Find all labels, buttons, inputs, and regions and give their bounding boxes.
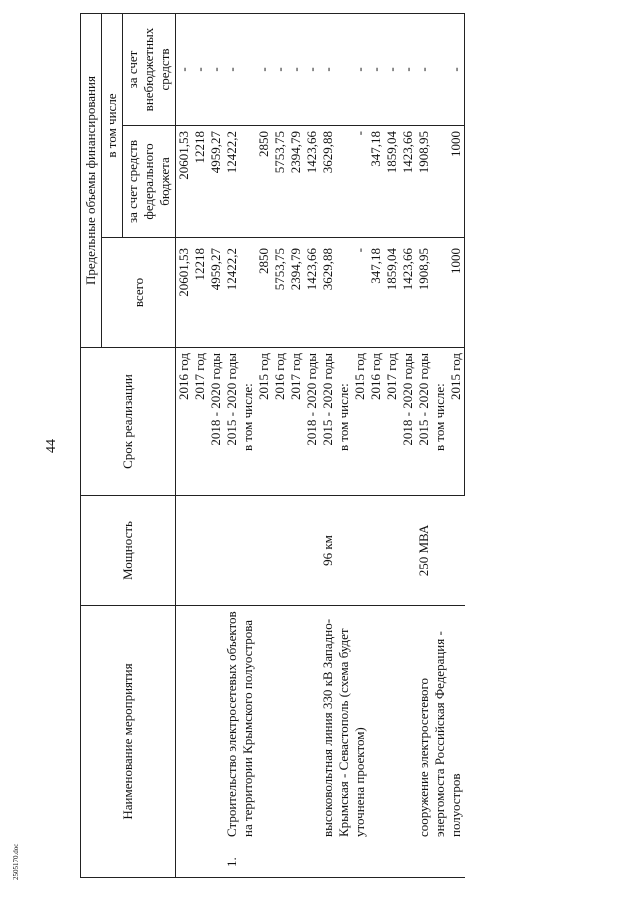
period-cell (208, 348, 224, 496)
period-cell-text: 2015 - 2020 годы (224, 353, 239, 446)
total-cell (336, 238, 352, 348)
nonbudget-cell-text: - (272, 67, 287, 72)
nonbudget-cell (416, 14, 432, 126)
total-cell-text: 20601,53 (176, 248, 191, 297)
file-code: 2505170.doc (12, 843, 20, 880)
period-cell-text: в том числе: (432, 383, 447, 451)
total-cell-text: 1423,66 (400, 248, 415, 291)
period-cell-text: 2017 год (192, 353, 207, 400)
nonbudget-cell (208, 14, 224, 126)
total-cell (448, 238, 465, 348)
total-cell (368, 238, 384, 348)
total-cell (304, 238, 320, 348)
period-cell (384, 348, 400, 496)
header-funding: Предельные объемы финансирования (81, 14, 102, 348)
period-cell-text: 2016 год (176, 353, 191, 400)
federal-cell (432, 126, 448, 238)
period-cell-text: 2017 год (288, 353, 303, 400)
item-power-cell (176, 496, 193, 606)
federal-cell-text: 3629,88 (320, 131, 335, 174)
federal-cell (176, 126, 193, 238)
federal-cell (336, 126, 352, 238)
total-cell-text: 3629,88 (320, 248, 335, 291)
total-cell (176, 238, 193, 348)
header-period: Срок реализации (81, 348, 176, 496)
period-cell (288, 348, 304, 496)
federal-cell-text: 2394,79 (288, 131, 303, 174)
period-cell-text: 2015 - 2020 годы (320, 353, 335, 446)
total-cell-text: 1859,04 (384, 248, 399, 291)
table-body (176, 14, 465, 878)
total-cell-text: 1423,66 (304, 248, 319, 291)
item-power-cell (416, 496, 465, 606)
nonbudget-cell-text: - (304, 67, 319, 72)
item-power-cell (208, 496, 224, 606)
total-cell-text: 12422,2 (224, 248, 239, 291)
federal-cell-text: 1423,66 (400, 131, 415, 174)
federal-cell (352, 126, 368, 238)
nonbudget-cell (272, 14, 288, 126)
period-cell (432, 348, 448, 496)
table-row (208, 14, 224, 878)
total-cell-text: 12218 (192, 248, 207, 281)
federal-cell-text: 5753,75 (272, 131, 287, 174)
federal-cell (304, 126, 320, 238)
table-header (81, 14, 176, 878)
nonbudget-cell (224, 14, 240, 126)
total-cell (432, 238, 448, 348)
period-cell-text: 2018 - 2020 годы (304, 353, 319, 446)
period-cell-text: 2018 - 2020 годы (208, 353, 223, 446)
period-cell-text: 2015 год (352, 353, 367, 400)
item-name-cell (192, 606, 208, 878)
federal-cell (368, 126, 384, 238)
total-cell (224, 238, 240, 348)
federal-cell (224, 126, 240, 238)
nonbudget-cell (176, 14, 193, 126)
federal-cell (384, 126, 400, 238)
total-cell (240, 238, 256, 348)
federal-cell (240, 126, 256, 238)
nonbudget-cell (352, 14, 368, 126)
federal-cell-text: 1859,04 (384, 131, 399, 174)
nonbudget-cell (336, 14, 352, 126)
federal-cell (400, 126, 416, 238)
total-cell (400, 238, 416, 348)
nonbudget-cell-text: - (224, 67, 239, 72)
item-power-cell (192, 496, 208, 606)
period-cell-text: 2017 год (384, 353, 399, 400)
table-row (416, 14, 432, 878)
item-name: Строительство электросетевых объектов на территории Крымского полуострова (224, 611, 255, 837)
period-cell (240, 348, 256, 496)
item-power: 250 МВА (416, 524, 431, 577)
period-cell (304, 348, 320, 496)
nonbudget-cell (432, 14, 448, 126)
period-cell (352, 348, 368, 496)
period-cell (416, 348, 432, 496)
period-cell (448, 348, 465, 496)
nonbudget-cell (304, 14, 320, 126)
federal-cell (272, 126, 288, 238)
total-cell-text: 5753,75 (272, 248, 287, 291)
nonbudget-cell-text: - (256, 67, 271, 72)
table-row (224, 14, 240, 878)
period-cell-text: 2018 - 2020 годы (400, 353, 415, 446)
nonbudget-cell-text: - (400, 67, 415, 72)
federal-cell-text: 1000 (448, 131, 463, 157)
nonbudget-cell (368, 14, 384, 126)
total-cell-text: 347,18 (368, 248, 383, 284)
nonbudget-cell (384, 14, 400, 126)
nonbudget-cell-text: - (384, 67, 399, 72)
nonbudget-cell-text: - (288, 67, 303, 72)
period-cell (256, 348, 272, 496)
nonbudget-cell (448, 14, 465, 126)
total-cell (272, 238, 288, 348)
table-row (320, 14, 336, 878)
nonbudget-cell-text: - (176, 67, 191, 72)
nonbudget-cell-text: - (448, 67, 463, 72)
table-row (176, 14, 193, 878)
header-name: Наименование мероприятия (81, 606, 176, 878)
federal-cell-text: 20601,53 (176, 131, 191, 180)
federal-cell-text: 12422,2 (224, 131, 239, 174)
period-cell-text: 2015 год (256, 353, 271, 400)
item-name-cell (176, 606, 193, 878)
federal-cell (256, 126, 272, 238)
total-cell-text: 2850 (256, 248, 271, 274)
federal-cell (320, 126, 336, 238)
total-cell-text: 2394,79 (288, 248, 303, 291)
federal-cell (416, 126, 432, 238)
federal-cell-text: 347,18 (368, 131, 383, 167)
period-cell-text: 2016 год (368, 353, 383, 400)
nonbudget-cell (240, 14, 256, 126)
item-power-cell (320, 496, 416, 606)
total-cell-text: 1908,95 (416, 248, 431, 291)
page-content (80, 14, 640, 878)
federal-cell (208, 126, 224, 238)
financing-table (80, 13, 465, 878)
item-name-cell (416, 606, 465, 878)
total-cell (352, 238, 368, 348)
period-cell (336, 348, 352, 496)
federal-cell (448, 126, 465, 238)
item-name-cell (224, 606, 320, 878)
federal-cell-text: 1908,95 (416, 131, 431, 174)
nonbudget-cell-text: - (368, 67, 383, 72)
nonbudget-cell-text: - (416, 67, 431, 72)
period-cell-text: в том числе: (240, 383, 255, 451)
item-name: сооружение электросетевого энергомоста Российская Федерация - полуостров (416, 631, 463, 837)
nonbudget-cell (288, 14, 304, 126)
federal-cell-text: 1423,66 (304, 131, 319, 174)
header-nonbudget: за счет внебюджетных средств (123, 14, 176, 126)
total-cell (192, 238, 208, 348)
nonbudget-cell-text: - (352, 67, 367, 72)
total-cell (320, 238, 336, 348)
period-cell (400, 348, 416, 496)
federal-cell (288, 126, 304, 238)
total-cell-text: 1000 (448, 248, 463, 274)
header-total: всего (102, 238, 176, 348)
item-name-cell (320, 606, 416, 878)
item-name-cell (208, 606, 224, 878)
period-cell-text: в том числе: (336, 383, 351, 451)
nonbudget-cell (320, 14, 336, 126)
federal-cell (192, 126, 208, 238)
nonbudget-cell-text: - (192, 67, 207, 72)
period-cell (192, 348, 208, 496)
item-power-cell (224, 496, 320, 606)
federal-cell-text: 2850 (256, 131, 271, 157)
nonbudget-cell (256, 14, 272, 126)
period-cell (272, 348, 288, 496)
period-cell-text: 2015 - 2020 годы (416, 353, 431, 446)
total-cell-text: - (352, 248, 367, 253)
nonbudget-cell-text: - (208, 67, 223, 72)
nonbudget-cell (400, 14, 416, 126)
total-cell (416, 238, 432, 348)
period-cell-text: 2015 год (448, 353, 463, 400)
header-power: Мощность (81, 496, 176, 606)
header-federal: за счет средств федерального бюджета (123, 126, 176, 238)
item-number: 1. (224, 857, 239, 867)
federal-cell-text: - (352, 131, 367, 136)
federal-cell-text: 12218 (192, 131, 207, 164)
page-number: 44 (44, 439, 59, 453)
rotated-table-wrapper (80, 14, 640, 878)
period-cell-text: 2016 год (272, 353, 287, 400)
header-incl: в том числе (102, 14, 123, 238)
period-cell (320, 348, 336, 496)
nonbudget-cell (192, 14, 208, 126)
period-cell (176, 348, 193, 496)
total-cell-text: 4959,27 (208, 248, 223, 291)
item-name: высоковольтная линия 330 кВ Западно-Крымская - Севастополь (схема будет уточнена проектом) (320, 618, 367, 837)
federal-cell-text: 4959,27 (208, 131, 223, 174)
total-cell (288, 238, 304, 348)
period-cell (368, 348, 384, 496)
period-cell (224, 348, 240, 496)
nonbudget-cell-text: - (320, 67, 335, 72)
table-row (192, 14, 208, 878)
total-cell (256, 238, 272, 348)
total-cell (208, 238, 224, 348)
item-power: 96 км (320, 535, 335, 566)
total-cell (384, 238, 400, 348)
